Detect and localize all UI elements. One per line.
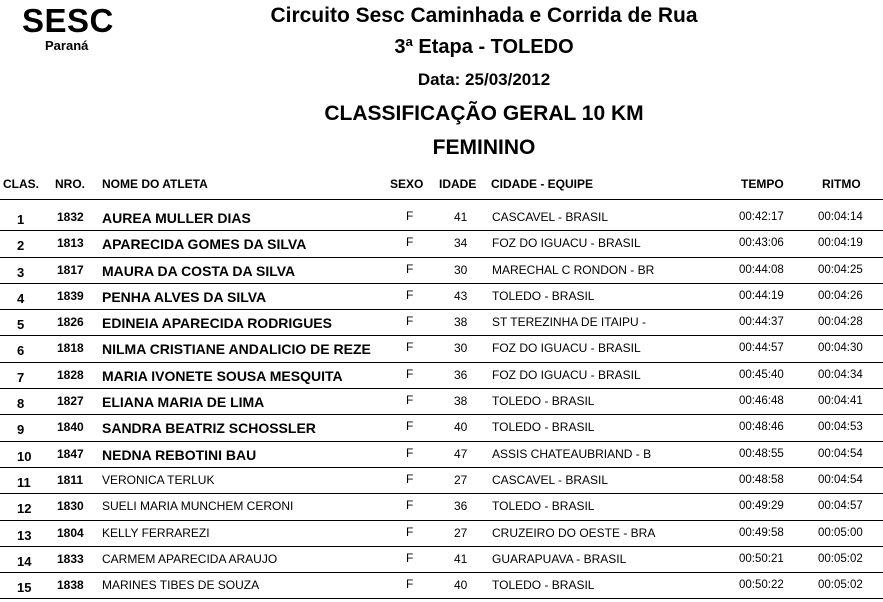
cell-ritmo: 00:04:34 bbox=[818, 368, 863, 381]
cell-nome: MAURA DA COSTA DA SILVA bbox=[102, 262, 296, 279]
cell-idade: 41 bbox=[454, 551, 468, 566]
cell-nro: 1826 bbox=[57, 315, 84, 330]
cell-clas: 15 bbox=[17, 580, 32, 596]
col-nro: NRO. bbox=[55, 177, 85, 191]
table-header bbox=[0, 177, 883, 195]
cell-ritmo: 00:04:25 bbox=[818, 263, 863, 276]
cell-nro: 1804 bbox=[57, 525, 84, 540]
cell-idade: 40 bbox=[454, 420, 468, 435]
cell-idade: 38 bbox=[454, 394, 468, 409]
cell-ritmo: 00:05:02 bbox=[818, 552, 863, 565]
cell-sexo: F bbox=[406, 314, 414, 329]
cell-sexo: F bbox=[406, 577, 414, 592]
table-row bbox=[0, 494, 883, 520]
cell-ritmo: 00:04:53 bbox=[818, 421, 863, 434]
cell-tempo: 00:48:46 bbox=[739, 421, 784, 434]
cell-nome: PENHA ALVES DA SILVA bbox=[102, 288, 267, 305]
cell-idade: 36 bbox=[454, 367, 468, 382]
cell-nro: 1833 bbox=[57, 551, 84, 566]
cell-clas: 11 bbox=[17, 474, 31, 490]
cell-ritmo: 00:04:26 bbox=[818, 289, 863, 302]
cell-ritmo: 00:04:14 bbox=[818, 211, 863, 223]
logo-text: SESC bbox=[22, 2, 114, 39]
cell-idade: 27 bbox=[454, 525, 468, 540]
cell-nome: SANDRA BEATRIZ SCHOSSLER bbox=[102, 420, 316, 437]
table-row bbox=[0, 284, 883, 310]
cell-idade: 34 bbox=[454, 236, 468, 251]
cell-tempo: 00:45:40 bbox=[739, 368, 784, 381]
cell-clas: 14 bbox=[17, 553, 32, 569]
page-title: Circuito Sesc Caminhada e Corrida de Rua bbox=[270, 4, 698, 27]
table-row bbox=[0, 389, 883, 415]
logo-subtitle: Paraná bbox=[45, 38, 89, 53]
cell-ritmo: 00:04:19 bbox=[818, 237, 863, 250]
table-row bbox=[0, 310, 883, 336]
cell-nro: 1827 bbox=[57, 394, 84, 409]
cell-clas: 12 bbox=[17, 501, 32, 517]
cell-sexo: F bbox=[406, 498, 414, 513]
cell-nro: 1828 bbox=[57, 367, 84, 382]
cell-idade: 27 bbox=[454, 472, 468, 487]
cell-nome: EDINEIA APARECIDA RODRIGUES bbox=[102, 315, 332, 332]
cell-sexo: F bbox=[406, 366, 414, 381]
cell-sexo: F bbox=[406, 419, 414, 434]
cell-sexo: F bbox=[406, 393, 414, 408]
cell-nome: NILMA CRISTIANE ANDALICIO DE REZE bbox=[102, 341, 371, 358]
cell-idade: 30 bbox=[454, 262, 468, 277]
col-idade: IDADE bbox=[439, 177, 477, 191]
col-sexo: SEXO bbox=[390, 177, 424, 191]
cell-sexo: F bbox=[406, 471, 414, 486]
cell-tempo: 00:48:58 bbox=[739, 473, 784, 486]
cell-sexo: F bbox=[406, 287, 414, 302]
cell-nro: 1818 bbox=[57, 341, 84, 356]
cell-cidade: CASCAVEL - BRASIL bbox=[492, 472, 609, 487]
cell-idade: 41 bbox=[454, 210, 468, 224]
cell-ritmo: 00:04:30 bbox=[818, 342, 863, 355]
cell-clas: 5 bbox=[17, 317, 25, 333]
cell-ritmo: 00:04:41 bbox=[818, 395, 863, 408]
cell-nome: ELIANA MARIA DE LIMA bbox=[102, 394, 265, 411]
cell-cidade: FOZ DO IGUACU - BRASIL bbox=[492, 341, 641, 356]
results-table bbox=[0, 205, 883, 599]
cell-cidade: TOLEDO - BRASIL bbox=[492, 499, 595, 514]
table-row bbox=[0, 442, 883, 468]
cell-nome: CARMEM APARECIDA ARAUJO bbox=[102, 551, 278, 566]
cell-sexo: F bbox=[406, 261, 414, 276]
cell-cidade: GUARAPUAVA - BRASIL bbox=[492, 551, 627, 566]
table-row bbox=[0, 547, 883, 573]
classification-title: CLASSIFICAÇÃO GERAL 10 KM bbox=[324, 102, 644, 125]
table-row bbox=[0, 573, 883, 599]
event-date: Data: 25/03/2012 bbox=[417, 70, 551, 89]
cell-cidade: CASCAVEL - BRASIL bbox=[492, 210, 609, 224]
cell-cidade: ASSIS CHATEAUBRIAND - B bbox=[492, 446, 652, 461]
cell-cidade: TOLEDO - BRASIL bbox=[492, 288, 595, 303]
cell-ritmo: 00:04:28 bbox=[818, 316, 863, 329]
cell-nro: 1817 bbox=[57, 262, 84, 277]
table-row bbox=[0, 205, 883, 231]
cell-tempo: 00:44:08 bbox=[739, 263, 784, 276]
cell-nro: 1811 bbox=[57, 472, 84, 487]
table-row bbox=[0, 363, 883, 389]
cell-clas: 10 bbox=[17, 448, 32, 464]
cell-nro: 1840 bbox=[57, 420, 84, 435]
cell-tempo: 00:49:29 bbox=[739, 500, 784, 513]
cell-ritmo: 00:04:57 bbox=[818, 500, 863, 513]
cell-ritmo: 00:05:02 bbox=[818, 579, 863, 592]
cell-tempo: 00:48:55 bbox=[739, 447, 784, 460]
cell-cidade: TOLEDO - BRASIL bbox=[492, 394, 595, 409]
cell-nro: 1830 bbox=[57, 499, 84, 514]
cell-nome: MARINES TIBES DE SOUZA bbox=[102, 578, 260, 593]
cell-cidade: CRUZEIRO DO OESTE - BRA bbox=[492, 525, 656, 540]
cell-tempo: 00:43:06 bbox=[739, 237, 784, 250]
cell-idade: 47 bbox=[454, 446, 468, 461]
cell-cidade: ST TEREZINHA DE ITAIPU - bbox=[492, 315, 647, 330]
cell-cidade: FOZ DO IGUACU - BRASIL bbox=[492, 236, 641, 251]
cell-tempo: 00:49:58 bbox=[739, 526, 784, 539]
table-row bbox=[0, 521, 883, 547]
cell-nome: KELLY FERRAREZI bbox=[102, 525, 210, 540]
cell-cidade: MARECHAL C RONDON - BR bbox=[492, 262, 655, 277]
cell-nome: AUREA MULLER DIAS bbox=[102, 210, 251, 226]
header-divider bbox=[0, 199, 883, 200]
cell-clas: 7 bbox=[17, 369, 25, 385]
cell-nome: MARIA IVONETE SOUSA MESQUITA bbox=[102, 367, 343, 384]
cell-clas: 2 bbox=[17, 238, 25, 254]
cell-sexo: F bbox=[406, 209, 414, 223]
cell-ritmo: 00:05:00 bbox=[818, 526, 863, 539]
cell-idade: 38 bbox=[454, 315, 468, 330]
cell-nro: 1832 bbox=[57, 210, 84, 224]
table-row bbox=[0, 415, 883, 441]
cell-nome: NEDNA REBOTINI BAU bbox=[102, 446, 257, 463]
cell-sexo: F bbox=[406, 524, 414, 539]
cell-clas: 9 bbox=[17, 422, 25, 438]
cell-clas: 8 bbox=[17, 396, 25, 412]
table-row bbox=[0, 231, 883, 257]
cell-nome: APARECIDA GOMES DA SILVA bbox=[102, 236, 307, 253]
cell-tempo: 00:44:57 bbox=[739, 342, 784, 355]
cell-idade: 43 bbox=[454, 288, 468, 303]
col-ritmo: RITMO bbox=[822, 177, 861, 191]
stage-title: 3ª Etapa - TOLEDO bbox=[394, 36, 574, 58]
cell-clas: 13 bbox=[17, 527, 32, 543]
col-tempo: TEMPO bbox=[741, 177, 784, 191]
cell-tempo: 00:42:17 bbox=[739, 211, 784, 223]
col-cidade: CIDADE - EQUIPE bbox=[491, 177, 594, 191]
cell-ritmo: 00:04:54 bbox=[818, 447, 863, 460]
cell-idade: 40 bbox=[454, 578, 468, 593]
category-title: FEMININO bbox=[432, 136, 536, 159]
cell-nro: 1813 bbox=[57, 236, 84, 251]
cell-sexo: F bbox=[406, 340, 414, 355]
cell-idade: 30 bbox=[454, 341, 468, 356]
cell-clas: 6 bbox=[17, 343, 25, 359]
cell-cidade: FOZ DO IGUACU - BRASIL bbox=[492, 367, 641, 382]
cell-idade: 36 bbox=[454, 499, 468, 514]
cell-cidade: TOLEDO - BRASIL bbox=[492, 578, 595, 593]
cell-tempo: 00:44:37 bbox=[739, 316, 784, 329]
cell-nro: 1839 bbox=[57, 288, 84, 303]
cell-tempo: 00:50:21 bbox=[739, 552, 784, 565]
table-row bbox=[0, 258, 883, 284]
cell-clas: 1 bbox=[17, 212, 25, 227]
cell-sexo: F bbox=[406, 550, 414, 565]
cell-tempo: 00:50:22 bbox=[739, 579, 784, 592]
table-row bbox=[0, 468, 883, 494]
cell-nome: VERONICA TERLUK bbox=[102, 472, 215, 487]
cell-ritmo: 00:04:54 bbox=[818, 473, 863, 486]
cell-clas: 3 bbox=[17, 264, 25, 280]
cell-tempo: 00:44:19 bbox=[739, 289, 784, 302]
col-nome: NOME DO ATLETA bbox=[102, 177, 208, 191]
cell-sexo: F bbox=[406, 445, 414, 460]
cell-clas: 4 bbox=[17, 290, 25, 306]
table-row bbox=[0, 336, 883, 362]
cell-nro: 1838 bbox=[57, 578, 84, 593]
cell-tempo: 00:46:48 bbox=[739, 395, 784, 408]
cell-sexo: F bbox=[406, 235, 414, 250]
col-clas: CLAS. bbox=[3, 177, 39, 191]
cell-nome: SUELI MARIA MUNCHEM CERONI bbox=[102, 499, 294, 514]
cell-cidade: TOLEDO - BRASIL bbox=[492, 420, 595, 435]
cell-nro: 1847 bbox=[57, 446, 84, 461]
